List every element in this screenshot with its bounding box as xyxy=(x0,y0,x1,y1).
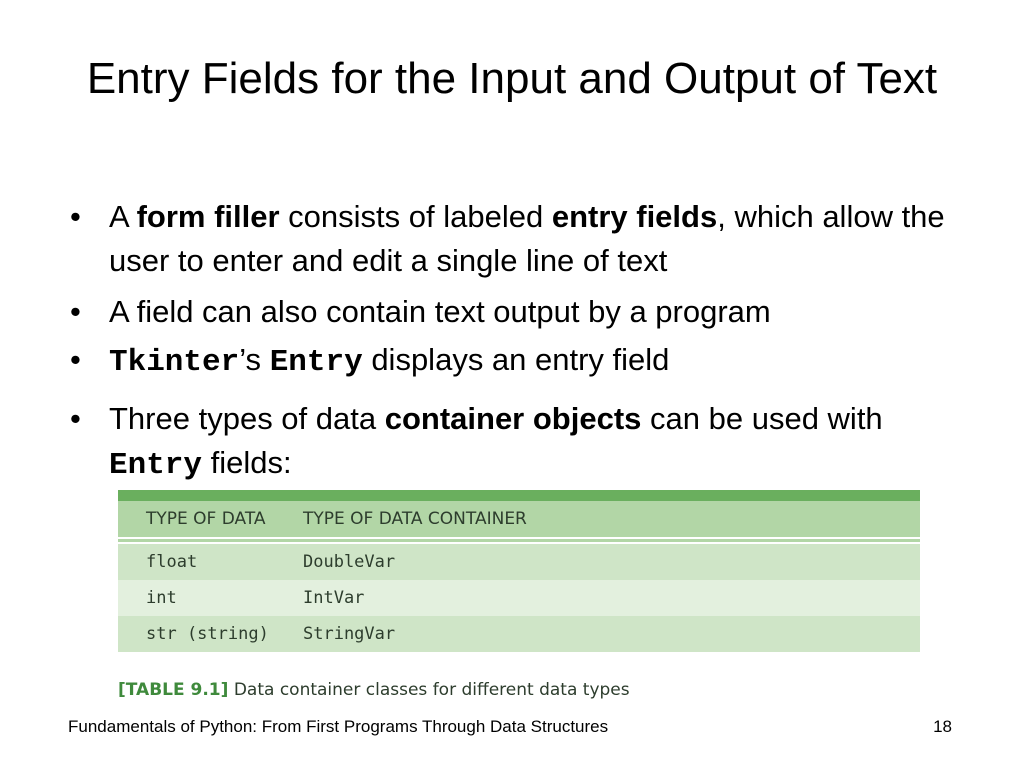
data-container-table xyxy=(118,490,920,652)
table-cell: StringVar xyxy=(303,624,396,644)
table-row xyxy=(118,580,920,616)
bullet-text: ’s xyxy=(239,342,270,377)
slide-title: Entry Fields for the Input and Output of Text xyxy=(86,54,938,103)
bullet-emphasis: container objects xyxy=(384,401,642,436)
table-cell: str (string) xyxy=(146,624,269,644)
bullet-list xyxy=(70,195,970,488)
bullet-emphasis: form filler xyxy=(136,199,280,234)
table-row xyxy=(118,544,920,580)
table-cell: float xyxy=(146,552,198,572)
bullet-code: Entry xyxy=(269,345,363,380)
footer-text: Fundamentals of Python: From First Programs Through Data Structures xyxy=(68,717,609,736)
bullet-item xyxy=(70,195,970,283)
bullet-item xyxy=(70,338,970,385)
bullet-text: consists of labeled xyxy=(279,199,552,234)
bullet-emphasis: entry fields xyxy=(551,199,718,234)
bullet-text: A field can also contain text output by a program xyxy=(109,294,771,329)
bullet-item xyxy=(70,397,970,488)
table-header-cell: TYPE OF DATA xyxy=(146,509,266,529)
bullet-code: Tkinter xyxy=(109,345,240,380)
table-cell: DoubleVar xyxy=(303,552,396,572)
table-header-cell: TYPE OF DATA CONTAINER xyxy=(303,509,527,529)
bullet-text: Three types of data xyxy=(109,401,385,436)
table-cell: int xyxy=(146,588,177,608)
bullet-text: displays an entry field xyxy=(362,342,670,377)
table-row xyxy=(118,616,920,652)
bullet-item xyxy=(70,290,970,334)
table-caption xyxy=(118,680,630,700)
table-top-bar xyxy=(118,490,920,501)
table-cell: IntVar xyxy=(303,588,365,608)
table-caption-label: [TABLE 9.1] xyxy=(118,680,229,700)
table-header-row xyxy=(118,501,920,537)
page-number: 18 xyxy=(933,717,952,736)
bullet-text: , which allow the user to enter and edit a single line of text xyxy=(109,199,945,278)
bullet-text: fields: xyxy=(202,445,292,480)
bullet-code: Entry xyxy=(109,448,203,483)
bullet-text: can be used with xyxy=(641,401,883,436)
table-caption-text: Data container classes for different data types xyxy=(228,680,630,700)
bullet-text: A xyxy=(109,199,137,234)
